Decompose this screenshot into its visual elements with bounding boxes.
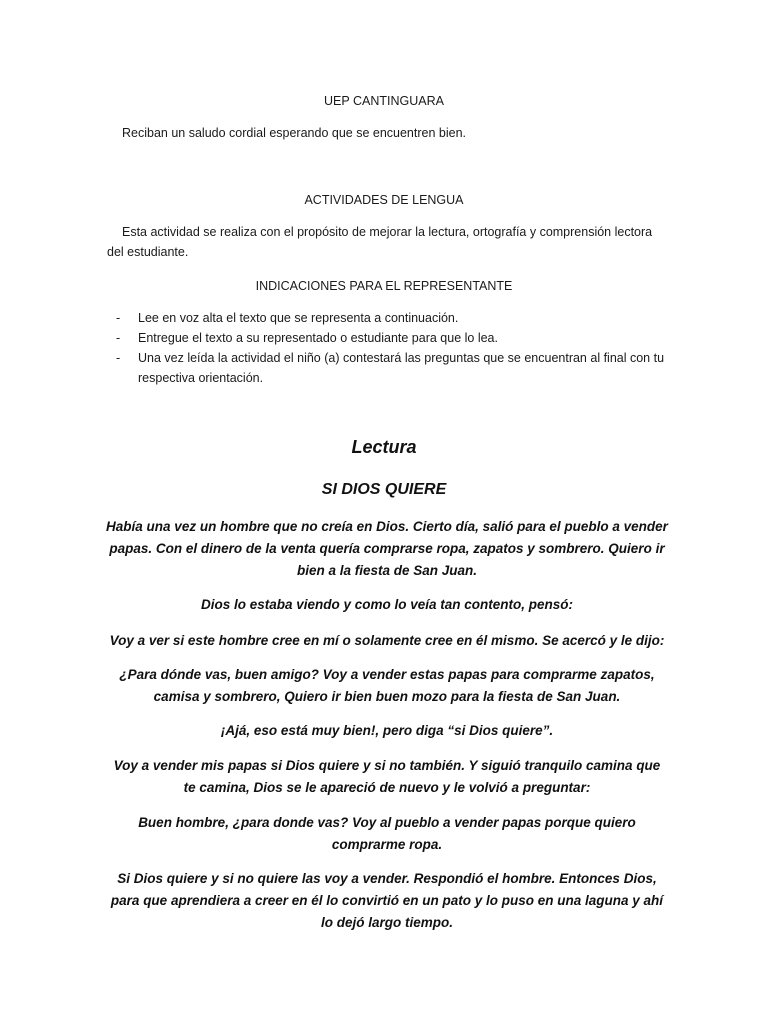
story-paragraph: Voy a ver si este hombre cree en mí o solamente cree en él mismo. Se acercó y le dijo: [109,633,665,648]
story-paragraph: ¡Ajá, eso está muy bien!, pero diga “si Dios quiere”. [220,723,554,738]
list-item-text: Lee en voz alta el texto que se representa a continuación. [138,311,459,325]
list-item [116,328,666,348]
instructions-list [116,308,666,388]
list-item-text: Una vez leída la actividad el niño (a) contestará las preguntas que se encuentran al final con tu respectiva orientación. [138,351,665,385]
story-paragraph: Si Dios quiere y si no quiere las voy a vender. Respondió el hombre. Entonces Dios, para que aprendiera a creer en él lo convirtió en un pato y lo puso en una laguna y ahí lo dejó largo tiempo. [110,871,664,930]
story-paragraph: Dios lo estaba viendo y como lo veía tan contento, pensó: [200,597,574,612]
activities-title: ACTIVIDADES DE LENGUA [304,193,464,207]
story-paragraph: Buen hombre, ¿para donde vas? Voy al pueblo a vender papas porque quiero comprarme ropa. [138,815,636,852]
reading-label: Lectura [351,437,417,457]
story-title: SI DIOS QUIERE [321,481,447,498]
greeting-text: Reciban un saludo cordial esperando que se encuentren bien. [122,126,466,140]
instructions-title: INDICACIONES PARA EL REPRESENTANTE [255,279,513,293]
story-paragraph: ¿Para dónde vas, buen amigo? Voy a vender estas papas para comprarme zapatos, camisa y sombrero, Quiero ir bien buen mozo para la fiesta de San Juan. [119,667,655,704]
bullet-dash: - [116,331,121,345]
school-name: UEP CANTINGUARA [324,94,444,108]
bullet-dash: - [116,351,121,365]
list-item [116,308,666,328]
purpose-text: Esta actividad se realiza con el propósito de mejorar la lectura, ortografía y comprensión lectora del estudiante. [107,225,653,259]
list-item [116,348,666,388]
bullet-dash: - [116,311,121,325]
story-paragraph: Había una vez un hombre que no creía en Dios. Cierto día, salió para el pueblo a vender papas. Con el dinero de la venta quería comprarse ropa, zapatos y sombrero. Quiero ir bien a la fiesta de San Juan. [106,519,668,578]
list-item-text: Entregue el texto a su representado o estudiante para que lo lea. [138,331,498,345]
story-paragraph: Voy a vender mis papas si Dios quiere y si no también. Y siguió tranquilo camina que te camina, Dios se le apareció de nuevo y le volvió a preguntar: [113,758,661,795]
